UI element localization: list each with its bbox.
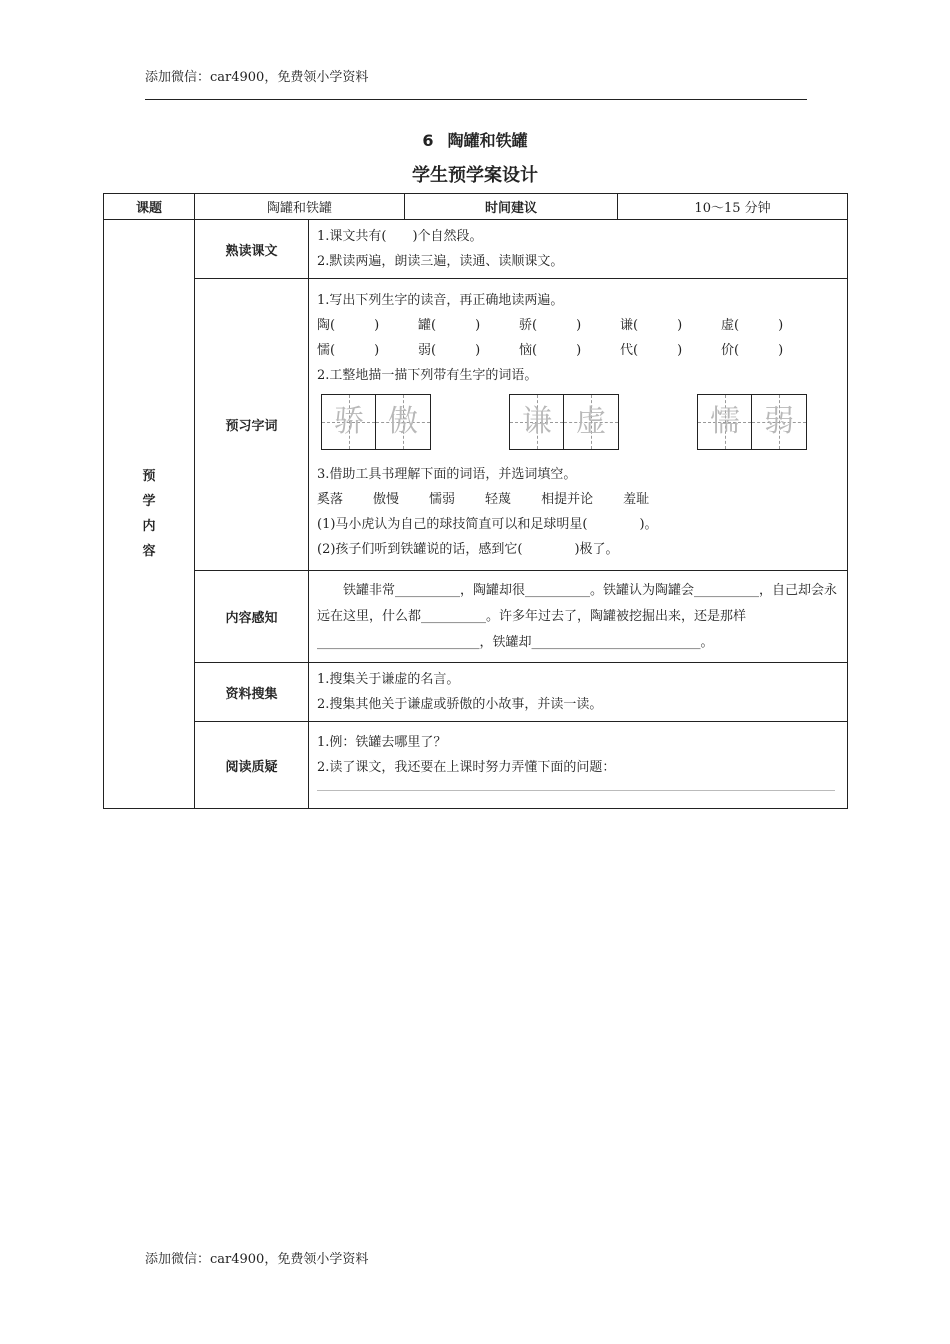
header-divider bbox=[145, 99, 807, 100]
footer-note: 添加微信：car4900，免费领小学资料 bbox=[145, 1252, 369, 1267]
topic-label: 课题 bbox=[104, 194, 195, 220]
word-bank-item: 相提并论 bbox=[541, 491, 594, 507]
questions-line: 2.读了课文，我还要在上课时努力弄懂下面的问题： bbox=[317, 759, 616, 775]
word-bank-item: 傲慢 bbox=[373, 491, 400, 507]
char-item: 虚( ) bbox=[721, 317, 784, 333]
trace-group bbox=[697, 394, 807, 450]
trace-char: 傲 bbox=[388, 403, 418, 439]
chars-row bbox=[317, 313, 839, 338]
research-line: 2.搜集其他关于谦虚或骄傲的小故事，并读一读。 bbox=[317, 697, 603, 712]
word-bank-item: 奚落 bbox=[317, 491, 344, 507]
char-item: 价( ) bbox=[721, 342, 784, 358]
questions-content bbox=[309, 722, 848, 809]
chars-row bbox=[317, 338, 839, 363]
char-item: 弱( ) bbox=[418, 342, 481, 358]
lesson-number: 6 bbox=[422, 131, 434, 150]
trace-char: 骄 bbox=[334, 403, 364, 439]
side-char: 学 bbox=[142, 494, 156, 509]
answer-line[interactable] bbox=[317, 788, 835, 791]
char-item: 懦( ) bbox=[317, 342, 380, 358]
trace-group bbox=[509, 394, 619, 450]
trace-box[interactable] bbox=[510, 395, 564, 449]
word-bank-item: 羞耻 bbox=[623, 491, 650, 507]
char-item: 谦( ) bbox=[620, 317, 683, 333]
research-content bbox=[309, 663, 848, 722]
lesson-title-text: 陶罐和铁罐 bbox=[447, 131, 528, 150]
char-item: 恼( ) bbox=[519, 342, 582, 358]
reading-label: 熟读课文 bbox=[195, 220, 309, 279]
words-q3: 3.借助工具书理解下面的词语，并选词填空。 bbox=[317, 466, 577, 482]
trace-box[interactable] bbox=[752, 395, 806, 449]
content-paragraph: 铁罐非常__________，陶罐却很__________。铁罐认为陶罐会__________，自己却会永远在这里，什么都__________。许多年过去了，陶罐被挖掘出来，还是那样_________________________，铁罐却__________________________。 bbox=[317, 582, 838, 650]
words-q1: 1.写出下列生字的读音，再正确地读两遍。 bbox=[317, 292, 564, 308]
trace-box[interactable] bbox=[376, 395, 430, 449]
fill-question: (2)孩子们听到铁罐说的话，感到它( )极了。 bbox=[317, 541, 619, 557]
preview-table bbox=[103, 193, 848, 809]
time-label: 时间建议 bbox=[405, 194, 618, 220]
lesson-title bbox=[0, 128, 950, 151]
side-char: 内 bbox=[142, 519, 156, 534]
topic-value: 陶罐和铁罐 bbox=[195, 194, 405, 220]
side-char: 容 bbox=[142, 544, 156, 559]
words-content bbox=[309, 279, 848, 571]
char-item: 罐( ) bbox=[418, 317, 481, 333]
research-line: 1.搜集关于谦虚的名言。 bbox=[317, 672, 460, 687]
reading-line: 1.课文共有( )个自然段。 bbox=[317, 229, 483, 244]
content-cell bbox=[309, 571, 848, 663]
trace-char: 谦 bbox=[522, 403, 552, 439]
words-q2: 2.工整地描一描下列带有生字的词语。 bbox=[317, 367, 538, 383]
side-char: 预 bbox=[142, 469, 156, 484]
word-bank-item: 轻蔑 bbox=[485, 491, 512, 507]
trace-char: 弱 bbox=[764, 403, 794, 439]
word-bank-item: 懦弱 bbox=[429, 491, 456, 507]
questions-line: 1.例：铁罐去哪里了？ bbox=[317, 734, 447, 750]
trace-char: 懦 bbox=[710, 403, 740, 439]
side-label bbox=[104, 220, 195, 809]
questions-label: 阅读质疑 bbox=[195, 722, 309, 809]
trace-box[interactable] bbox=[698, 395, 752, 449]
fill-question: (1)马小虎认为自己的球技简直可以和足球明星( )。 bbox=[317, 516, 658, 532]
trace-box[interactable] bbox=[322, 395, 376, 449]
time-value: 10～15 分钟 bbox=[618, 194, 848, 220]
trace-group bbox=[321, 394, 431, 450]
trace-char: 虚 bbox=[576, 403, 606, 439]
char-item: 代( ) bbox=[620, 342, 683, 358]
research-label: 资料搜集 bbox=[195, 663, 309, 722]
tracing-boxes bbox=[317, 388, 839, 462]
word-bank bbox=[317, 487, 839, 512]
reading-content bbox=[309, 220, 848, 279]
char-item: 骄( ) bbox=[519, 317, 582, 333]
char-item: 陶( ) bbox=[317, 317, 380, 333]
reading-line: 2.默读两遍，朗读三遍，读通、读顺课文。 bbox=[317, 254, 564, 269]
content-label: 内容感知 bbox=[195, 571, 309, 663]
trace-box[interactable] bbox=[564, 395, 618, 449]
words-label: 预习字词 bbox=[195, 279, 309, 571]
page-subtitle: 学生预学案设计 bbox=[412, 165, 538, 186]
header-note: 添加微信：car4900，免费领小学资料 bbox=[145, 70, 369, 85]
